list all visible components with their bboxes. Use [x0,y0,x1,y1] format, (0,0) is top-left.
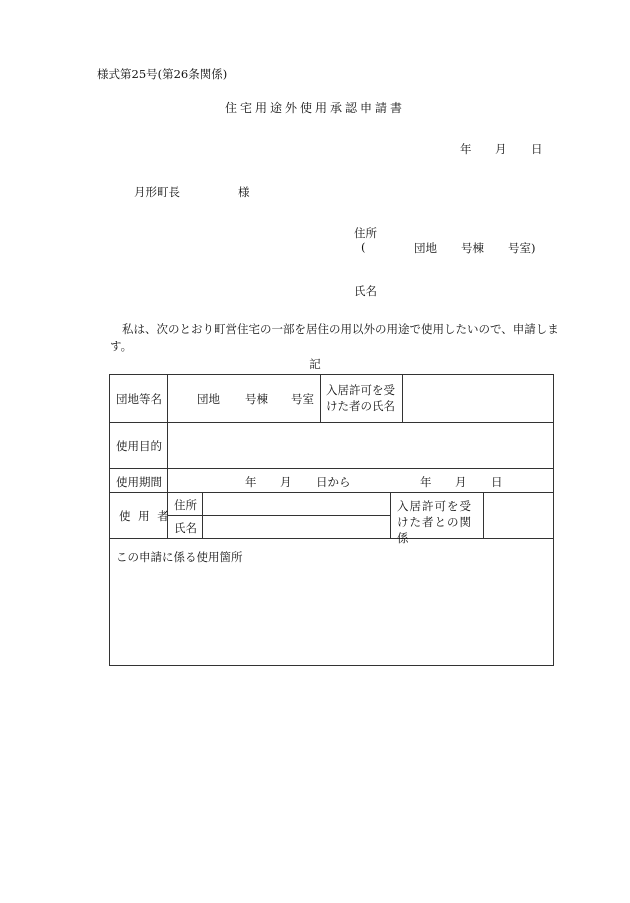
row-divider [110,492,553,493]
application-table [109,374,554,666]
applicant-paren-open: ( [361,240,366,254]
relation-label: 入居許可を受けた者との関係 [397,499,472,545]
estate-goto-label: 号棟 [245,392,268,406]
col-divider [320,375,321,422]
col-divider [202,492,203,538]
applicant-danchi-label: 団地 [414,241,437,255]
applicant-name-label: 氏名 [354,284,377,298]
ki-heading: 記 [309,357,321,371]
period-to-month-label: 月 [455,475,467,489]
row-divider [110,422,553,423]
purpose-label: 使用目的 [116,439,162,453]
addressee-name: 月形町長 [134,185,180,199]
col-divider [390,492,391,538]
applicant-goto-label: 号棟 [461,241,484,255]
col-divider [402,375,403,422]
estate-name-label: 団地等名 [116,392,162,406]
date-day-label: 日 [531,142,543,156]
date-year-label: 年 [460,142,472,156]
usage-location-field[interactable] [112,567,551,663]
period-from-day-label: 日から [316,475,351,489]
permitted-person-name-field[interactable] [404,377,552,421]
date-month-label: 月 [495,142,507,156]
permitted-person-name-label: 入居許可を受けた者の氏名 [326,383,395,413]
purpose-field[interactable] [169,424,551,467]
user-address-label: 住所 [174,498,197,512]
period-from-year-label: 年 [245,475,257,489]
user-name-label: 氏名 [174,521,197,535]
applicant-address-label: 住所 [354,226,377,240]
applicant-goshitsu-label: 号室) [508,241,536,255]
row-divider [110,538,553,539]
period-to-day-label: 日 [491,475,503,489]
period-label: 使用期間 [116,475,162,489]
form-number: 様式第25号(第26条関係) [97,67,228,81]
period-from-month-label: 月 [280,475,292,489]
usage-location-label: この申請に係る使用箇所 [116,550,243,564]
estate-danchi-label: 団地 [197,392,220,406]
application-statement: 私は、次のとおり町営住宅の一部を居住の用以外の用途で使用したいので、申請します。 [110,322,559,353]
col-divider [483,492,484,538]
addressee-honorific: 様 [238,185,250,199]
user-label: 使 用 者 [119,509,171,523]
user-name-field[interactable] [204,517,389,537]
user-address-field[interactable] [204,494,389,514]
relation-field[interactable] [485,494,552,537]
period-to-year-label: 年 [420,475,432,489]
row-divider [110,468,553,469]
document-title: 住宅用途外使用承認申請書 [224,101,405,115]
estate-goshitsu-label: 号室 [291,392,314,406]
